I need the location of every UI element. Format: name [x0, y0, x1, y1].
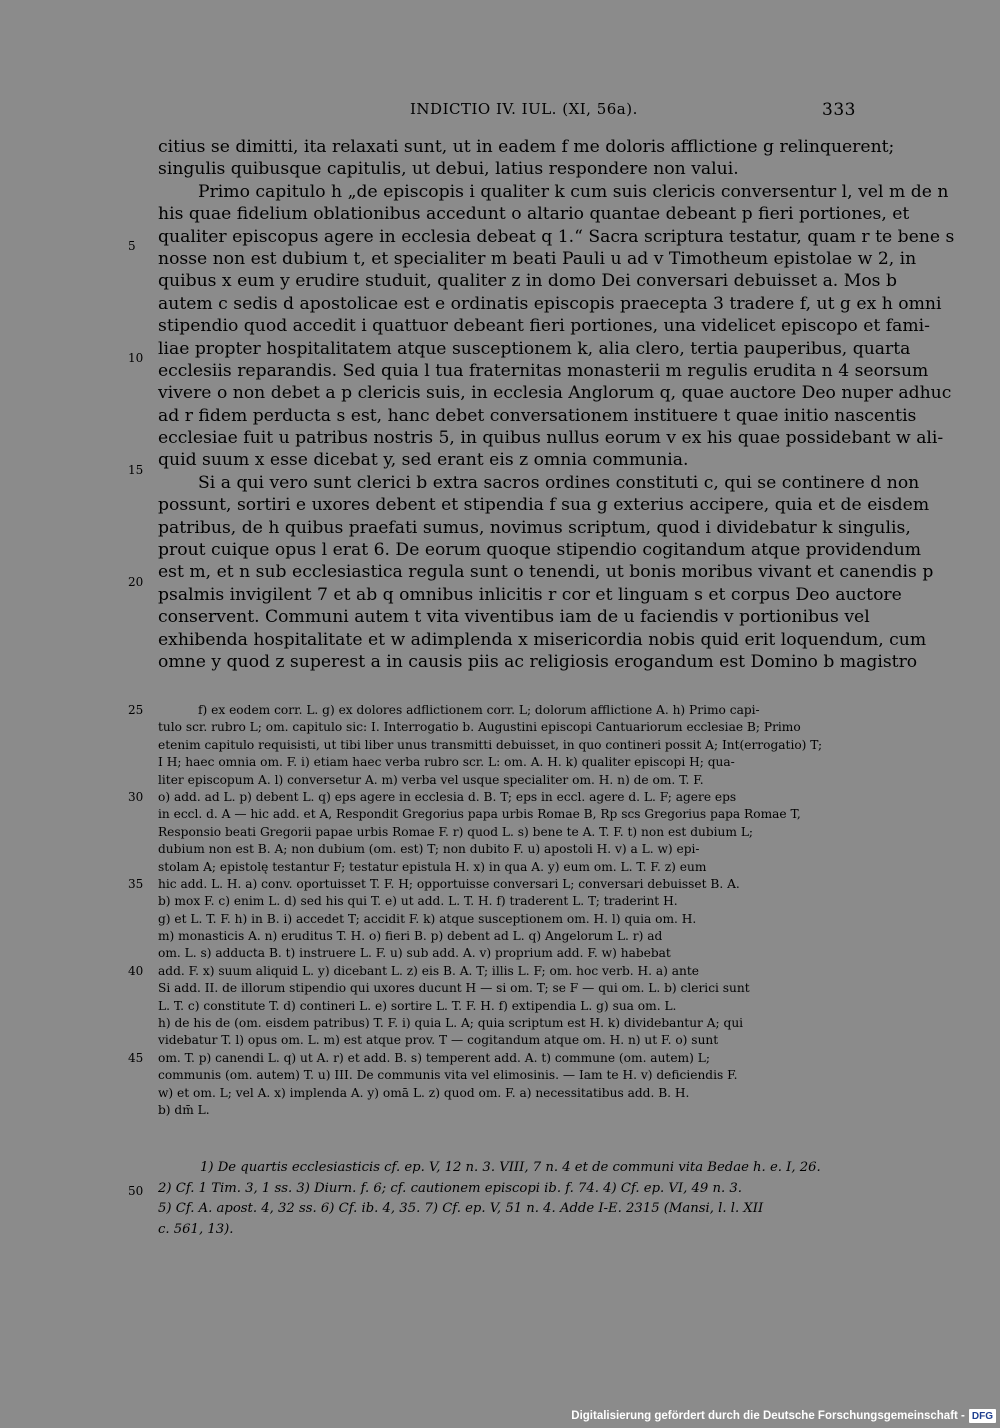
footnote-line: o) add. ad L. p) debent L. q) eps agere in ecclesia d. B. T; eps in eccl. agere d. L. F; agere eps [158, 789, 737, 804]
footnote-line: w) et om. L; vel A. x) implenda A. y) omā L. z) quod om. F. a) necessitatibus add. B. H. [158, 1085, 690, 1100]
footnote-line: stolam A; epistolę testantur F; testatur epistula H. x) in qua A. y) eum om. L. T. F. z) eum [158, 859, 707, 874]
text-line: liae propter hospitalitatem atque susceptionem k, alia clero, tertia pauperibus, quarta [158, 338, 911, 359]
text-line: citius se dimitti, ita relaxati sunt, ut in eadem f me doloris afflictione g relinquerent; [158, 137, 895, 157]
paragraph-start-line: Si a qui vero sunt clerici b extra sacros ordines constituti c, qui se continere d non [198, 472, 920, 493]
main-text [158, 136, 955, 673]
text-line: stipendio quod accedit i quattuor debeant fieri portiones, una videlicet episcopo et fami- [158, 316, 930, 337]
footnote-line: b) mox F. c) enim L. d) sed his qui T. e) ut add. L. T. H. f) traderent L. T; traderint H. [158, 894, 678, 909]
note-line: 1) De quartis ecclesiasticis cf. ep. V, 12 n. 3. VIII, 7 n. 4 et de communi vita Bedae h. e. I, 26. [200, 1160, 821, 1175]
page-number: 333 [822, 100, 856, 120]
line-number: 35 [128, 877, 144, 891]
footnote-line: h) de his de (om. eisdem patribus) T. F. i) quia L. A; quia scriptum est H. k) dividebantur A; qui [158, 1016, 744, 1031]
funding-footer [571, 1406, 996, 1426]
funding-text: Digitalisierung gefördert durch die Deutsche Forschungsgemeinschaft - [571, 1410, 965, 1422]
footnote-line: videbatur T. l) opus om. L. m) est atque prov. T — cogitandum atque om. H. n) ut F. o) sunt [158, 1033, 719, 1048]
footnote-line: g) et L. T. F. h) in B. i) accedet T; accidit F. k) atque susceptionem om. H. l) quia om. H. [158, 911, 697, 926]
footnote-line: communis (om. autem) T. u) III. De communis vita vel elimosinis. — Iam te H. v) deficiendis F. [158, 1068, 738, 1083]
footnote-line: Si add. II. de illorum stipendio qui uxores ducunt H — si om. T; se F — qui om. L. b) clerici sunt [158, 981, 750, 996]
apparatus-footnotes [158, 702, 861, 1119]
footnote-line: etenim capitulo requisisti, ut tibi liber unus transmitti debuisset, in quo contineri possit A; Int(errogatio) T; [158, 737, 823, 752]
text-line: singulis quibusque capitulis, ut debui, latius respondere non valui. [158, 159, 739, 180]
footnote-line: L. T. c) constitute T. d) contineri L. e) sortire L. T. F. H. f) extipendia L. g) sua om. L. [158, 998, 677, 1013]
note-line: c. 561, 13). [158, 1221, 234, 1237]
line-number: 30 [128, 790, 144, 804]
text-line: quibus x eum y erudire studuit, qualiter z in domo Dei conversari debuisset a. Mos b [158, 271, 897, 292]
note-line: 2) Cf. 1 Tim. 3, 1 ss. 3) Diurn. f. 6; cf. cautionem episcopi ib. f. 74. 4) Cf. ep. VI, 49 n. 3. [158, 1180, 742, 1196]
line-number: 10 [128, 351, 144, 365]
text-line: quid suum x esse dicebat y, sed erant eis z omnia communia. [158, 450, 689, 471]
text-line: vivere o non debet a p clericis suis, in ecclesia Anglorum q, quae auctore Deo nuper adhuc [158, 383, 952, 404]
text-line: ad r fidem perducta s est, hanc debet conversationem instituere t quae initio nascentis [158, 405, 917, 426]
text-line: prout cuique opus l erat 6. De eorum quoque stipendio cogitandum atque providendum [158, 540, 922, 561]
text-line: exhibenda hospitalitate et w adimplenda x misericordia nobis quid erit loquendum, cum [158, 629, 927, 650]
text-line: nosse non est dubium t, et specialiter m beati Pauli u ad v Timotheum epistolae w 2, in [158, 248, 917, 269]
line-number: 40 [128, 964, 144, 978]
footnote-line: m) monasticis A. n) eruditus T. H. o) fieri B. p) debent ad L. q) Angelorum L. r) ad [158, 929, 663, 944]
text-line: conservent. Communi autem t vita viventibus iam de u faciendis v portionibus vel [158, 607, 870, 628]
dfg-logo-icon: DFG [969, 1409, 996, 1423]
footnote-line: liter episcopum A. l) conversetur A. m) verba vel usque specialiter om. H. n) de om. T. F. [158, 772, 704, 787]
line-number: 5 [128, 239, 136, 253]
footnote-line: tulo scr. rubro L; om. capitulo sic: I. Interrogatio b. Augustini episcopi Cantuariorum ecclesiae B; Primo [158, 720, 801, 735]
text-line: autem c sedis d apostolicae est e ordinatis episcopis praecepta 3 tradere f, ut g ex h omni [158, 293, 942, 314]
paragraph-start-line: Primo capitulo h „de episcopis i qualiter k cum suis clericis conversentur l, vel m de n [198, 181, 949, 202]
text-line: ecclesiis reparandis. Sed quia l tua fraternitas monasterii m regulis erudita n 4 seorsum [158, 360, 929, 381]
text-line: possunt, sortiri e uxores debent et stipendia f sua g exterius accipere, quia et de eisdem [158, 495, 930, 516]
text-line: patribus, de h quibus praefati sumus, novimus scriptum, quod i dividebatur k singulis, [158, 517, 911, 538]
footnote-line: hic add. L. H. a) conv. oportuisset T. F. H; opportuisse conversari L; conversari debuisset B. A. [158, 876, 740, 891]
note-line: 5) Cf. A. apost. 4, 32 ss. 6) Cf. ib. 4, 35. 7) Cf. ep. V, 51 n. 4. Adde I-E. 2315 (Mansi, l. l. XII [158, 1201, 764, 1216]
line-number: 45 [128, 1051, 144, 1065]
line-number: 25 [128, 703, 144, 717]
footnote-line: b) dm̄ L. [158, 1102, 210, 1117]
footnote-line: f) ex eodem corr. L. g) ex dolores adflictionem corr. L; dolorum afflictione A. h) Primo capi- [198, 703, 760, 717]
text-line: omne y quod z superest a in causis piis ac religiosis erogandum est Domino b magistro [158, 651, 918, 672]
footnote-line: om. T. p) canendi L. q) ut A. r) et add. B. s) temperent add. A. t) commune (om. autem) L; [158, 1050, 710, 1065]
running-header [158, 100, 858, 124]
text-line: est m, et n sub ecclesiastica regula sunt o tenendi, ut bonis moribus vivant et canendis p [158, 562, 934, 583]
line-number: 15 [128, 463, 144, 477]
footnote-line: in eccl. d. A — hic add. et A, Respondit Gregorius papa urbis Romae B, Rp scs Gregorius papa Romae T, [158, 807, 801, 822]
source-notes [158, 1158, 861, 1240]
footnote-line: om. L. s) adducta B. t) instruere L. F. u) sub add. A. v) proprium add. F. w) habebat [158, 946, 671, 961]
text-line: ecclesiae fuit u patribus nostris 5, in quibus nullus eorum v ex his quae possidebant w ali- [158, 428, 944, 449]
footnote-line: Responsio beati Gregorii papae urbis Romae F. r) quod L. s) bene te A. T. F. t) non est dubium L; [158, 824, 754, 839]
line-number: 50 [128, 1184, 144, 1198]
footnote-line: I H; haec omnia om. F. i) etiam haec verba rubro scr. L: om. A. H. k) qualiter episcopi H; qua- [158, 755, 735, 770]
text-line: psalmis invigilent 7 et ab q omnibus inlicitis r cor et linguam s et corpus Deo auctore [158, 584, 902, 605]
line-number: 20 [128, 575, 144, 589]
footnote-line: dubium non est B. A; non dubium (om. est) T; non dubito F. u) apostoli H. v) a L. w) epi- [158, 842, 700, 857]
footnote-line: add. F. x) suum aliquid L. y) dicebant L. z) eis B. A. T; illis L. F; om. hoc verb. H. a) ante [158, 963, 699, 978]
text-line: his quae fidelium oblationibus accedunt o altario quantae debeant p fieri portiones, et [158, 204, 910, 225]
text-line: qualiter episcopus agere in ecclesia debeat q 1.“ Sacra scriptura testatur, quam r te bene s [158, 226, 955, 247]
running-title: INDICTIO IV. IUL. (XI, 56a). [410, 100, 638, 118]
